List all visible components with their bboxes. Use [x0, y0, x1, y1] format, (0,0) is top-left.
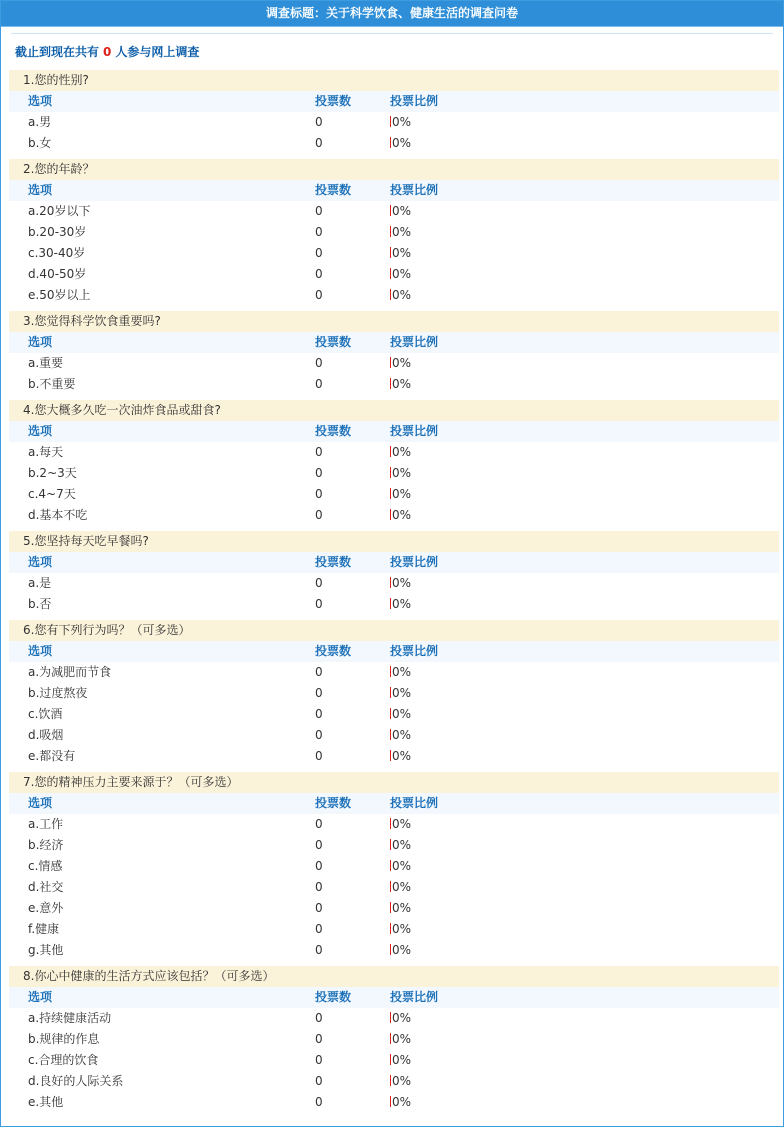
question-title: 1.您的性别?: [9, 70, 779, 91]
option-column-header: 选项: [28, 990, 53, 1004]
ratio-text: 0%: [392, 901, 412, 915]
vote-ratio: [390, 704, 411, 725]
option-label: b.女: [28, 136, 52, 150]
vote-ratio: [390, 1050, 411, 1071]
summary-prefix: 截止到现在共有: [15, 45, 100, 59]
vote-count: 0: [315, 267, 323, 281]
option-label: c.合理的饮食: [28, 1053, 99, 1067]
ratio-bar: [390, 247, 391, 258]
vote-count: 0: [315, 1032, 323, 1046]
vote-count: 0: [315, 665, 323, 679]
option-row: [9, 1092, 779, 1113]
question-block: [1, 311, 783, 400]
option-row: [9, 243, 779, 264]
vote-count: 0: [315, 288, 323, 302]
vote-ratio: [390, 1029, 411, 1050]
question-block: [1, 531, 783, 620]
ratio-text: 0%: [392, 115, 412, 129]
option-row: [9, 112, 779, 133]
vote-ratio: [390, 484, 411, 505]
ratio-text: 0%: [392, 686, 412, 700]
ratio-column-header: 投票比例: [390, 555, 439, 569]
option-label: a.工作: [28, 817, 64, 831]
ratio-text: 0%: [392, 466, 412, 480]
option-row: [9, 898, 779, 919]
option-label: d.40-50岁: [28, 267, 87, 281]
question-block: [1, 966, 783, 1118]
option-label: b.否: [28, 597, 52, 611]
vote-count: 0: [315, 728, 323, 742]
vote-ratio: [390, 442, 411, 463]
option-row: [9, 594, 779, 615]
ratio-bar: [390, 205, 391, 216]
option-label: b.过度熬夜: [28, 686, 88, 700]
option-row: [9, 856, 779, 877]
option-row: [9, 683, 779, 704]
ratio-bar: [390, 446, 391, 457]
vote-count: 0: [315, 943, 323, 957]
vote-count: 0: [315, 356, 323, 370]
vote-ratio: [390, 683, 411, 704]
option-label: c.30-40岁: [28, 246, 86, 260]
option-label: b.20-30岁: [28, 225, 87, 239]
option-label: d.吸烟: [28, 728, 64, 742]
option-row: [9, 1029, 779, 1050]
option-label: e.其他: [28, 1095, 64, 1109]
ratio-bar: [390, 1012, 391, 1023]
ratio-text: 0%: [392, 288, 412, 302]
option-column-header: 选项: [28, 424, 53, 438]
option-row: [9, 725, 779, 746]
option-label: e.50岁以上: [28, 288, 91, 302]
vote-count: 0: [315, 1053, 323, 1067]
ratio-column-header: 投票比例: [390, 424, 439, 438]
option-row: [9, 442, 779, 463]
option-label: a.每天: [28, 445, 64, 459]
ratio-text: 0%: [392, 445, 412, 459]
vote-count: 0: [315, 749, 323, 763]
vote-ratio: [390, 725, 411, 746]
ratio-text: 0%: [392, 1032, 412, 1046]
option-label: d.良好的人际关系: [28, 1074, 124, 1088]
option-label: g.其他: [28, 943, 64, 957]
votes-column-header: 投票数: [315, 990, 352, 1004]
vote-ratio: [390, 285, 411, 306]
option-row: [9, 484, 779, 505]
option-row: [9, 814, 779, 835]
ratio-column-header: 投票比例: [390, 183, 439, 197]
ratio-bar: [390, 289, 391, 300]
vote-ratio: [390, 877, 411, 898]
question-title: 6.您有下列行为吗？（可多选）: [9, 620, 779, 641]
option-column-header: 选项: [28, 796, 53, 810]
participant-count: 0: [103, 45, 112, 59]
participation-summary: [1, 40, 783, 64]
vote-ratio: [390, 222, 411, 243]
ratio-bar: [390, 687, 391, 698]
ratio-bar: [390, 881, 391, 892]
option-row: [9, 877, 779, 898]
question-title: 8.你心中健康的生活方式应该包括？（可多选）: [9, 966, 779, 987]
vote-count: 0: [315, 225, 323, 239]
vote-ratio: [390, 374, 411, 395]
vote-ratio: [390, 243, 411, 264]
vote-ratio: [390, 264, 411, 285]
vote-count: 0: [315, 115, 323, 129]
option-row: [9, 940, 779, 961]
ratio-text: 0%: [392, 246, 412, 260]
spacer: [1, 1113, 783, 1118]
ratio-bar: [390, 467, 391, 478]
votes-column-header: 投票数: [315, 796, 352, 810]
ratio-text: 0%: [392, 1074, 412, 1088]
ratio-bar: [390, 488, 391, 499]
option-row: [9, 746, 779, 767]
ratio-bar: [390, 226, 391, 237]
question-title: 2.您的年龄？: [9, 159, 779, 180]
vote-ratio: [390, 1008, 411, 1029]
vote-count: 0: [315, 1095, 323, 1109]
ratio-column-header: 投票比例: [390, 796, 439, 810]
ratio-text: 0%: [392, 597, 412, 611]
vote-count: 0: [315, 246, 323, 260]
ratio-bar: [390, 944, 391, 955]
ratio-text: 0%: [392, 728, 412, 742]
vote-ratio: [390, 594, 411, 615]
ratio-bar: [390, 708, 391, 719]
votes-column-header: 投票数: [315, 555, 352, 569]
ratio-text: 0%: [392, 136, 412, 150]
option-label: a.是: [28, 576, 52, 590]
ratio-bar: [390, 860, 391, 871]
vote-count: 0: [315, 686, 323, 700]
ratio-text: 0%: [392, 1095, 412, 1109]
vote-ratio: [390, 133, 411, 154]
option-row: [9, 662, 779, 683]
ratio-text: 0%: [392, 377, 412, 391]
ratio-bar: [390, 116, 391, 127]
ratio-text: 0%: [392, 1053, 412, 1067]
option-label: a.男: [28, 115, 52, 129]
summary-suffix: 人参与网上调查: [115, 45, 200, 59]
votes-column-header: 投票数: [315, 335, 352, 349]
ratio-bar: [390, 598, 391, 609]
vote-ratio: [390, 1071, 411, 1092]
vote-count: 0: [315, 377, 323, 391]
option-row: [9, 1008, 779, 1029]
option-label: c.情感: [28, 859, 63, 873]
vote-count: 0: [315, 1011, 323, 1025]
vote-ratio: [390, 505, 411, 526]
option-label: e.意外: [28, 901, 64, 915]
ratio-text: 0%: [392, 204, 412, 218]
results-header-row: [9, 552, 779, 573]
vote-ratio: [390, 835, 411, 856]
vote-count: 0: [315, 707, 323, 721]
option-label: e.都没有: [28, 749, 76, 763]
option-label: b.规律的作息: [28, 1032, 100, 1046]
question-block: [1, 159, 783, 311]
question-block: [1, 620, 783, 772]
vote-ratio: [390, 573, 411, 594]
option-label: d.基本不吃: [28, 508, 88, 522]
results-header-row: [9, 641, 779, 662]
vote-ratio: [390, 814, 411, 835]
vote-count: 0: [315, 1074, 323, 1088]
vote-ratio: [390, 353, 411, 374]
ratio-bar: [390, 1096, 391, 1107]
vote-ratio: [390, 919, 411, 940]
option-label: b.经济: [28, 838, 64, 852]
vote-count: 0: [315, 136, 323, 150]
ratio-bar: [390, 750, 391, 761]
results-header-row: [9, 987, 779, 1008]
ratio-text: 0%: [392, 225, 412, 239]
vote-count: 0: [315, 901, 323, 915]
ratio-text: 0%: [392, 859, 412, 873]
vote-count: 0: [315, 859, 323, 873]
ratio-bar: [390, 1054, 391, 1065]
option-row: [9, 374, 779, 395]
question-title: 7.您的精神压力主要来源于？（可多选）: [9, 772, 779, 793]
option-row: [9, 835, 779, 856]
ratio-bar: [390, 268, 391, 279]
votes-column-header: 投票数: [315, 183, 352, 197]
option-label: a.20岁以下: [28, 204, 91, 218]
ratio-text: 0%: [392, 267, 412, 281]
option-row: [9, 222, 779, 243]
results-header-row: [9, 793, 779, 814]
ratio-text: 0%: [392, 508, 412, 522]
vote-count: 0: [315, 204, 323, 218]
votes-column-header: 投票数: [315, 94, 352, 108]
vote-count: 0: [315, 487, 323, 501]
option-row: [9, 704, 779, 725]
question-block: [1, 772, 783, 966]
divider: [11, 33, 773, 34]
option-row: [9, 353, 779, 374]
option-label: a.重要: [28, 356, 64, 370]
option-column-header: 选项: [28, 183, 53, 197]
vote-count: 0: [315, 838, 323, 852]
ratio-bar: [390, 509, 391, 520]
option-row: [9, 201, 779, 222]
vote-ratio: [390, 112, 411, 133]
ratio-text: 0%: [392, 1011, 412, 1025]
option-row: [9, 264, 779, 285]
ratio-bar: [390, 839, 391, 850]
ratio-column-header: 投票比例: [390, 990, 439, 1004]
ratio-text: 0%: [392, 838, 412, 852]
option-label: b.不重要: [28, 377, 76, 391]
option-label: a.持续健康活动: [28, 1011, 112, 1025]
votes-column-header: 投票数: [315, 644, 352, 658]
option-row: [9, 1050, 779, 1071]
option-row: [9, 285, 779, 306]
ratio-bar: [390, 902, 391, 913]
results-header-row: [9, 180, 779, 201]
question-list: [1, 70, 783, 1118]
vote-count: 0: [315, 508, 323, 522]
question-title: 4.您大概多久吃一次油炸食品或甜食?: [9, 400, 779, 421]
question-title: 3.您觉得科学饮食重要吗?: [9, 311, 779, 332]
vote-count: 0: [315, 817, 323, 831]
ratio-bar: [390, 378, 391, 389]
ratio-text: 0%: [392, 749, 412, 763]
option-column-header: 选项: [28, 555, 53, 569]
option-row: [9, 133, 779, 154]
ratio-text: 0%: [392, 665, 412, 679]
option-row: [9, 919, 779, 940]
ratio-bar: [390, 666, 391, 677]
option-column-header: 选项: [28, 94, 53, 108]
ratio-text: 0%: [392, 356, 412, 370]
vote-ratio: [390, 898, 411, 919]
question-block: [1, 400, 783, 531]
vote-ratio: [390, 463, 411, 484]
ratio-text: 0%: [392, 943, 412, 957]
question-block: [1, 70, 783, 159]
results-header-row: [9, 332, 779, 353]
vote-count: 0: [315, 576, 323, 590]
results-header-row: [9, 91, 779, 112]
ratio-bar: [390, 729, 391, 740]
ratio-column-header: 投票比例: [390, 335, 439, 349]
ratio-text: 0%: [392, 576, 412, 590]
option-row: [9, 1071, 779, 1092]
option-label: c.4~7天: [28, 487, 76, 501]
ratio-text: 0%: [392, 817, 412, 831]
vote-count: 0: [315, 445, 323, 459]
option-row: [9, 573, 779, 594]
option-label: f.健康: [28, 922, 60, 936]
ratio-bar: [390, 1075, 391, 1086]
ratio-column-header: 投票比例: [390, 94, 439, 108]
question-title: 5.您坚持每天吃早餐吗?: [9, 531, 779, 552]
vote-ratio: [390, 746, 411, 767]
vote-count: 0: [315, 880, 323, 894]
ratio-bar: [390, 923, 391, 934]
vote-ratio: [390, 662, 411, 683]
ratio-bar: [390, 357, 391, 368]
ratio-bar: [390, 818, 391, 829]
ratio-bar: [390, 577, 391, 588]
option-label: a.为减肥而节食: [28, 665, 112, 679]
ratio-column-header: 投票比例: [390, 644, 439, 658]
ratio-text: 0%: [392, 880, 412, 894]
option-row: [9, 463, 779, 484]
option-column-header: 选项: [28, 335, 53, 349]
ratio-bar: [390, 1033, 391, 1044]
option-row: [9, 505, 779, 526]
ratio-text: 0%: [392, 707, 412, 721]
vote-ratio: [390, 1092, 411, 1113]
option-label: d.社交: [28, 880, 64, 894]
votes-column-header: 投票数: [315, 424, 352, 438]
results-header-row: [9, 421, 779, 442]
ratio-text: 0%: [392, 922, 412, 936]
option-label: c.饮酒: [28, 707, 63, 721]
ratio-bar: [390, 137, 391, 148]
vote-count: 0: [315, 597, 323, 611]
vote-ratio: [390, 940, 411, 961]
vote-count: 0: [315, 466, 323, 480]
vote-count: 0: [315, 922, 323, 936]
vote-ratio: [390, 201, 411, 222]
survey-title: 调查标题：关于科学饮食、健康生活的调查问卷: [1, 1, 783, 27]
option-column-header: 选项: [28, 644, 53, 658]
option-label: b.2~3天: [28, 466, 77, 480]
vote-ratio: [390, 856, 411, 877]
ratio-text: 0%: [392, 487, 412, 501]
